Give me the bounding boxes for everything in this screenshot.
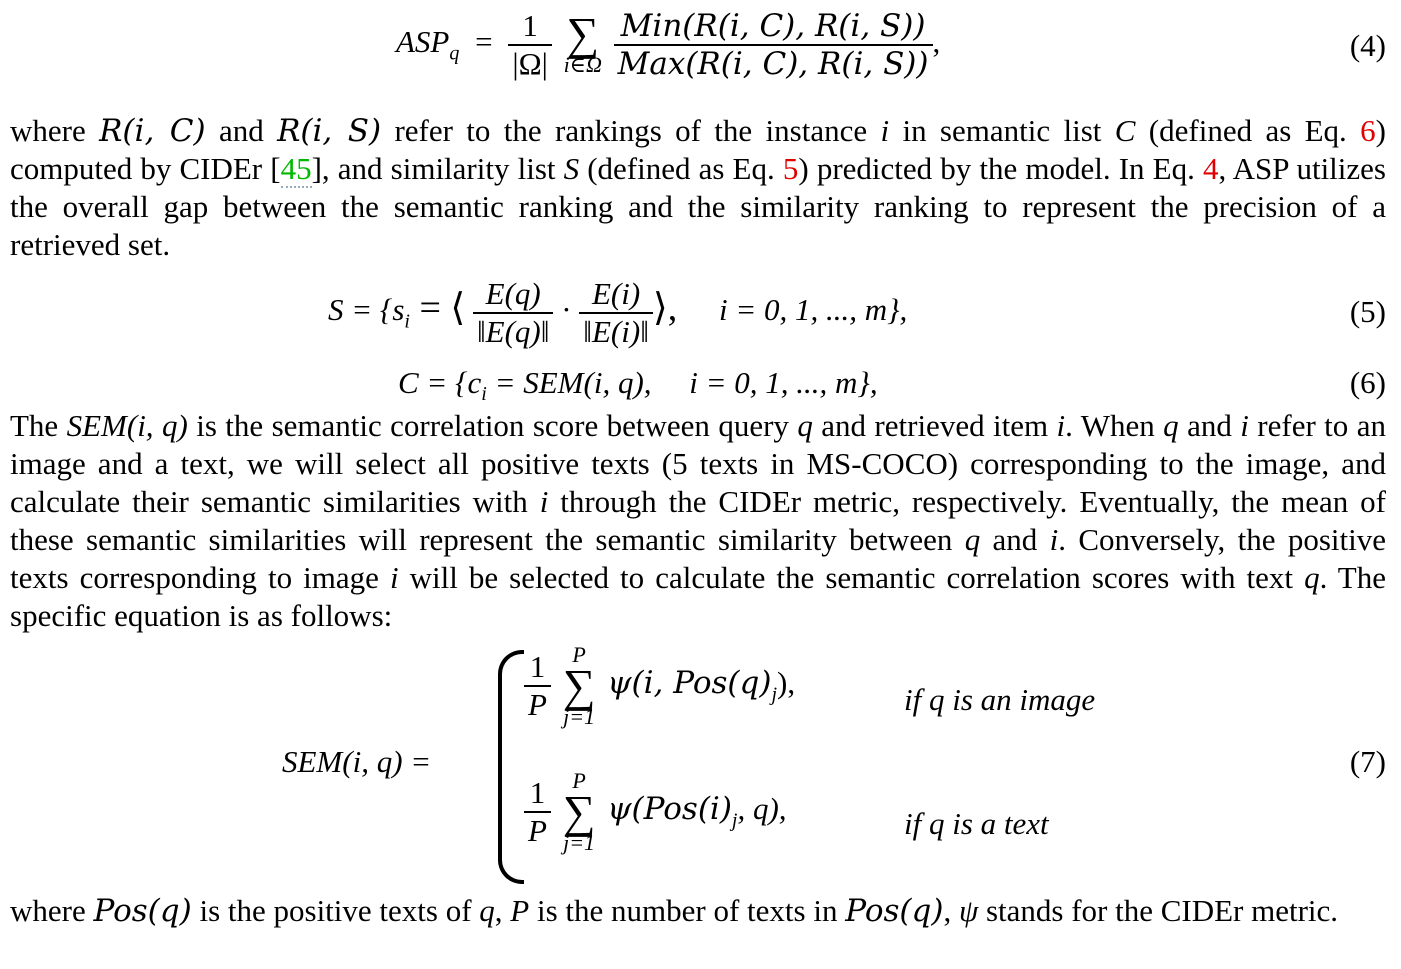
- eq7-case-2: [524, 770, 787, 854]
- eq5-lhs: S = {s: [328, 292, 405, 328]
- text: through the CIDEr metric, respectively. Eventually, the mean of these semantic similarities will represent the semantic similarity between: [10, 484, 1386, 557]
- eq6-sub: i: [481, 383, 487, 406]
- paragraph-3: [10, 892, 1386, 930]
- eq4-sum: [563, 8, 602, 77]
- eq7-case2-end: , q),: [737, 791, 787, 827]
- eq6-rest: = SEM(i, q),: [486, 365, 652, 400]
- eq4-sum-lower: i∈Ω: [563, 52, 602, 77]
- eq7-case1-lower: j=1: [563, 704, 596, 729]
- eq4-number: (4): [1349, 28, 1386, 63]
- math-i: i: [880, 113, 890, 148]
- text: . Conversely, the positive texts corresponding to image: [10, 522, 1387, 595]
- eq4-sum-sign: ∑: [566, 8, 600, 59]
- text: (defined as Eq.: [1135, 113, 1361, 148]
- text: ,: [943, 893, 959, 928]
- equation-5: [10, 270, 1386, 360]
- math-i: i: [539, 484, 549, 519]
- eq5-frac-query: [473, 276, 554, 350]
- eq5-num2: E(i): [579, 276, 653, 314]
- equation-ref-6[interactable]: 6: [1360, 113, 1376, 148]
- eq4-equals: =: [475, 24, 493, 60]
- eq5-number: (5): [1349, 294, 1386, 329]
- eq7-number: (7): [1349, 744, 1386, 779]
- math-q: q: [1304, 560, 1320, 595]
- eq5-dot: ·: [561, 292, 572, 328]
- math-i: i: [1240, 408, 1249, 443]
- text: , and similarity list: [321, 151, 564, 186]
- eq7-case2-frac: [524, 775, 551, 849]
- eq7-case1-upper: P: [572, 642, 586, 667]
- eq6-range: i = 0, 1, ..., m},: [689, 365, 878, 400]
- eq7-case1-num: 1: [524, 649, 551, 687]
- text: ,: [494, 893, 511, 928]
- eq7-lhs: SEM(i, q) =: [282, 744, 432, 779]
- math-s: S: [563, 151, 580, 186]
- eq4-ratio-num: Min(R(i, C), R(i, S)): [614, 8, 933, 46]
- equation-6: [10, 365, 1386, 405]
- math-pos-q: Pos(q): [93, 893, 192, 929]
- math-q: q: [1163, 408, 1179, 443]
- eq4-prefactor: [508, 8, 551, 82]
- eq7-case2-sum: [563, 770, 596, 854]
- math-i: i: [1056, 408, 1066, 443]
- equation-ref-4[interactable]: 4: [1202, 151, 1219, 186]
- eq7-case2-sub: j: [731, 809, 738, 832]
- text: [: [270, 151, 281, 186]
- eq4-prefactor-num: 1: [508, 8, 551, 46]
- eq5-frac-item: [579, 276, 653, 350]
- text: , ASP utilizes the overall gap between the semantic ranking and the similarity ranking to represent the precision of a retrieved set.: [10, 151, 1386, 262]
- equation-7: [10, 640, 1386, 885]
- eq5-den2: ‖E(i)‖: [583, 314, 649, 349]
- eq7-case2-den: P: [528, 813, 547, 848]
- eq7-case1-frac: [524, 649, 551, 723]
- eq5-range: i = 0, 1, ..., m},: [718, 292, 908, 328]
- eq4-trail: ,: [932, 24, 941, 60]
- eq7-case2-condition: if q is a text: [904, 806, 1049, 841]
- text: and: [205, 113, 278, 148]
- text: where: [10, 113, 100, 148]
- text: . The specific equation is as follows:: [10, 560, 1386, 633]
- equation-ref-5[interactable]: 5: [782, 151, 799, 186]
- text: The: [10, 408, 67, 443]
- text: (defined as Eq.: [579, 151, 783, 186]
- eq7-case1-sub: j: [771, 683, 778, 706]
- text: and retrieved item: [812, 408, 1057, 443]
- text: and: [1178, 408, 1241, 443]
- eq7-case2-sign: ∑: [562, 786, 596, 837]
- text: and: [980, 522, 1050, 557]
- eq7-case2-upper: P: [572, 768, 586, 793]
- eq7-case1-expr: ψ(i, Pos(q): [607, 665, 772, 702]
- eq5-num1: E(q): [473, 276, 554, 314]
- eq6-lhs: C = {c: [398, 365, 482, 400]
- eq5-lhs-sub: i: [404, 310, 410, 333]
- eq7-case1-end: ),: [777, 665, 796, 701]
- text: ]: [311, 151, 322, 186]
- text: in semantic list: [889, 113, 1115, 148]
- eq5-close: ⟩,: [652, 287, 678, 330]
- math-q: q: [964, 522, 981, 557]
- eq7-case1-condition: if q is an image: [904, 682, 1096, 717]
- math-q: q: [479, 893, 495, 928]
- eq7-case2-lower: j=1: [563, 830, 596, 855]
- eq7-case1-sign: ∑: [562, 660, 596, 711]
- paragraph-2: [10, 407, 1386, 635]
- eq7-brace: [498, 650, 524, 884]
- math-rank-s: R(i, S): [277, 113, 382, 149]
- eq6-number: (6): [1349, 365, 1386, 400]
- eq4-ratio-den: Max(R(i, C), R(i, S)): [617, 46, 929, 82]
- text: refer to an image and a text, we will select all positive texts (5 texts in MS-COCO) corresponding to the image, and calculate their semantic similarities with: [10, 408, 1386, 519]
- math-pos-q: Pos(q): [845, 893, 944, 929]
- eq5-den1: ‖E(q)‖: [476, 314, 550, 349]
- math-p: P: [510, 893, 530, 928]
- math-psi: ψ: [958, 893, 979, 928]
- text: where: [10, 893, 94, 928]
- math-q: q: [797, 408, 813, 443]
- math-i: i: [1049, 522, 1059, 557]
- text: will be selected to calculate the semantic correlation scores with text: [398, 560, 1305, 595]
- equation-4: [10, 0, 1386, 110]
- text: ) predicted by the model. In Eq.: [798, 151, 1203, 186]
- text: is the positive texts of: [191, 893, 480, 928]
- text: refer to the rankings of the instance: [381, 113, 881, 148]
- text: stands for the CIDEr metric.: [978, 893, 1339, 928]
- paragraph-1: [10, 112, 1386, 264]
- eq7-case-1: [524, 644, 795, 728]
- eq7-case1-den: P: [528, 687, 547, 722]
- math-sem: SEM(i, q): [66, 408, 188, 443]
- eq4-prefactor-den: |Ω|: [512, 46, 548, 81]
- math-i: i: [389, 560, 399, 595]
- eq7-case2-num: 1: [524, 775, 551, 813]
- citation-link-45[interactable]: 45: [280, 151, 312, 186]
- eq5-open: = ⟨: [409, 287, 466, 330]
- eq7-case1-sum: [563, 644, 596, 728]
- eq7-case2-expr: ψ(Pos(i): [607, 791, 732, 828]
- text: is the number of texts in: [529, 893, 846, 928]
- eq4-ratio: [614, 8, 933, 82]
- text: is the semantic correlation score between query: [187, 408, 798, 443]
- text: ) computed by CIDEr: [10, 113, 1386, 186]
- math-c: C: [1114, 113, 1136, 148]
- text: . When: [1065, 408, 1164, 443]
- eq4-lhs: ASP: [396, 24, 450, 60]
- eq4-lhs-sub: q: [449, 42, 460, 65]
- math-rank-c: R(i, C): [99, 113, 206, 149]
